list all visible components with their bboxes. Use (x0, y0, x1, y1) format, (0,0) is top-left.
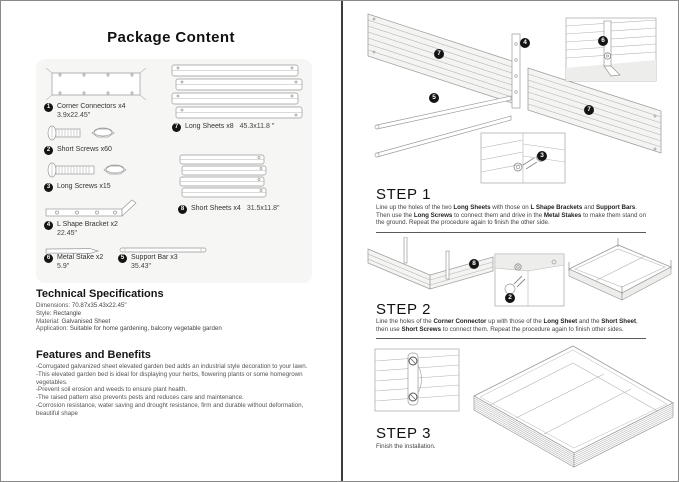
item-number-badge: 7 (172, 123, 181, 132)
page-title: Package Content (107, 29, 235, 46)
item-number-badge: 5 (118, 254, 127, 263)
spec-row: Material: Galvanised Sheet (36, 317, 111, 325)
list-item-long-screws (44, 183, 111, 192)
package-content-panel (1, 1, 341, 482)
item-number-badge: 8 (178, 205, 187, 214)
feature-line: -This elevated garden bed is ideal for displaying your herbs, flowering plants or some homegrown vegetables. (36, 370, 303, 386)
step3-diagram (368, 341, 678, 474)
feature-line: -Prevent soil erosion and weeds to ensure plant health. (36, 386, 187, 394)
short-sheets-icon (178, 153, 268, 206)
list-item-metal-stake (44, 254, 103, 271)
item-number-badge: 6 (44, 254, 53, 263)
feature-line: -Corrugated galvanized sheet elevated garden bed adds an industrial style decoration to your lawn. (36, 363, 308, 370)
features-heading: Features and Benefits (36, 349, 151, 361)
item-label: Long Sheets x8 45.3x11.8 " (185, 123, 275, 130)
item-label: Long Screws x15 (57, 183, 111, 190)
marker-metal-stake: 6 (598, 36, 608, 46)
step3-title: STEP 3 (376, 425, 432, 442)
step3-description: Finish the installation. (376, 443, 436, 450)
marker-short-screw: 2 (505, 293, 515, 303)
short-screw-icon (44, 123, 118, 148)
feature-line: -Corrosion resistance, water saving and drought resistance, firm and durable without deformation, beautiful shape (36, 401, 304, 417)
list-item-l-shape-bracket (44, 221, 118, 238)
marker-short-sheet: 8 (469, 259, 479, 269)
feature-line: -The raised pattern also prevents pests and reduces care and maintenance. (36, 394, 244, 402)
specs-list (36, 302, 322, 333)
item-label: Metal Stake x2 5.9" (57, 254, 104, 270)
item-label: Corner Connectors x4 3.9x22.45" (57, 103, 126, 119)
item-dimension: 3.9x22.45" (57, 111, 91, 119)
marker-l-bracket: 4 (520, 38, 530, 48)
item-number-badge: 4 (44, 221, 53, 230)
step2-divider (376, 338, 646, 339)
assembly-steps-panel (343, 1, 679, 482)
step2-title: STEP 2 (376, 301, 432, 318)
list-item-short-sheets (178, 205, 280, 214)
features-list (36, 363, 322, 418)
step1-title: STEP 1 (376, 186, 432, 203)
item-label: Support Bar x3 35.43" (131, 254, 178, 270)
item-dimension: 35.43" (131, 262, 152, 270)
list-item-corner-connectors (44, 103, 125, 120)
list-item-short-screws (44, 146, 112, 155)
item-dimension: 22.45" (57, 229, 78, 237)
marker-long-screw: 3 (537, 151, 547, 161)
item-label: L Shape Bracket x2 22.45" (57, 221, 118, 237)
spec-row: Style: Rectangle (36, 309, 82, 317)
step1-divider (376, 232, 646, 233)
item-number-badge: 3 (44, 183, 53, 192)
item-dimension: 31.5x11.8" (246, 205, 280, 212)
list-item-support-bar (118, 254, 178, 271)
long-screw-icon (44, 160, 132, 185)
marker-long-sheet: 7 (434, 49, 444, 59)
step2-description: Line the holes of the Corner Connector up with those of the Long Sheet and the Short Sheet, then use Short Screws to connect them. Repeat the procedure again to finish other sides. (376, 318, 638, 333)
item-dimension: 5.9" (57, 262, 70, 270)
list-item-long-sheets (172, 123, 274, 132)
long-sheets-icon (170, 63, 304, 126)
item-dimension: 45.3x11.8 " (239, 123, 275, 130)
step1-description: Line up the holes of the two Long Sheets with those on L Shape Brackets and Support Bars. Then use the Long Screws to connect them and drive in the Metal Stakes to make them stand on the ground. Repeat the procedure again to finish the other side. (376, 204, 647, 227)
spec-row: Dimensions: 70.87x35.43x22.45" (36, 302, 127, 309)
parts-card (36, 59, 312, 283)
corner-connector-icon (44, 67, 148, 106)
specs-heading: Technical Specifications (36, 288, 164, 300)
item-label: Short Screws x60 (57, 146, 112, 153)
item-number-badge: 2 (44, 146, 53, 155)
step1-diagram (353, 6, 673, 189)
item-label: Short Sheets x4 31.5x11.8" (191, 205, 280, 212)
spec-row: Application: Suitable for home gardening, balcony vegetable garden (36, 325, 222, 333)
marker-support-bar: 5 (429, 93, 439, 103)
marker-long-sheet-2: 7 (584, 105, 594, 115)
item-number-badge: 1 (44, 103, 53, 112)
